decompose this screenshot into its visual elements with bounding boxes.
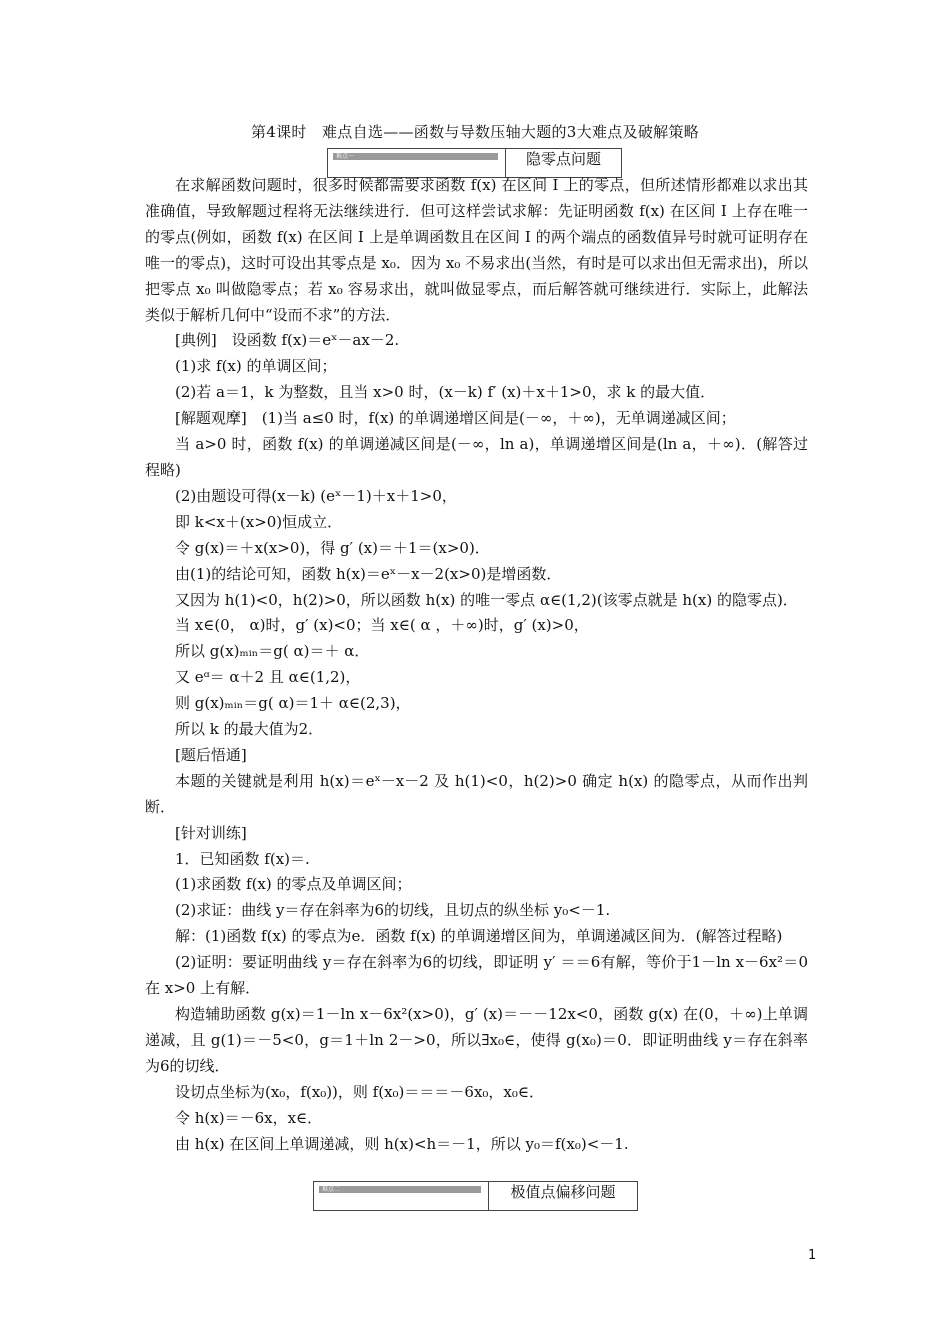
paragraph: 即 k<x＋(x>0)恒成立． [175, 512, 343, 531]
paragraph: 由 h(x) 在区间上单调递减，则 h(x)<h＝－1，所以 y₀＝f(x₀)<－1. [175, 1134, 629, 1153]
section-tag-2 [314, 1182, 489, 1210]
paragraph: [解题观摩] (1)当 a≤0 时，f(x) 的单调递增区间是(－∞，＋∞)，无单调递减区间； [175, 409, 736, 428]
tag-label: 难点二 [322, 1186, 341, 1193]
section-header-2 [313, 1181, 638, 1211]
paragraph: (1)求 f(x) 的单调区间； [175, 357, 337, 376]
paragraph: 所以 g(x)ₘᵢₙ＝g( α)＝＋ α． [175, 642, 370, 661]
paragraph: 本题的关键就是利用 h(x)＝eˣ－x－2 及 h(1)<0，h(2)>0 确定 h(x) 的隐零点，从而作出判断． [145, 771, 808, 816]
paragraph: (2)若 a＝1，k 为整数，且当 x>0 时，(x－k) f′ (x)＋x＋1>0，求 k 的最大值． [175, 383, 716, 402]
tag-bar [333, 153, 498, 160]
paragraph: 构造辅助函数 g(x)＝1－ln x－6x²(x>0)，g′ (x)＝－－12x<0，函数 g(x) 在(0，＋∞)上单调递减，且 g(1)＝－5<0，g＝1＋ln 2－>0，所以∃x₀∈，使得 g(x₀)＝0．即证明曲线 y＝存在斜率为6的切线． [145, 1005, 808, 1075]
paragraph: 又 eᵅ＝ α＋2 且 α∈(1,2)， [175, 668, 361, 687]
paragraph: [题后悟通] [175, 745, 247, 764]
paragraph: 令 g(x)＝＋x(x>0)，得 g′ (x)＝＋1＝(x>0)． [175, 538, 490, 557]
tag-bar [319, 1186, 481, 1193]
paragraph: [典例] 设函数 f(x)＝eˣ－ax－2. [175, 331, 400, 350]
page-title: 第4课时 难点自选——函数与导数压轴大题的3大难点及破解策略 [250, 123, 700, 141]
paragraph: 当 x∈(0， α)时，g′ (x)<0；当 x∈( α ，＋∞)时，g′ (x)>0， [175, 616, 589, 635]
page-number: 1 [808, 1248, 817, 1263]
section-name-2: 极值点偏移问题 [510, 1183, 616, 1201]
paragraph: 所以 k 的最大值为2． [175, 720, 324, 739]
paragraph: (2)求证：曲线 y＝存在斜率为6的切线，且切点的纵坐标 y₀<－1. [175, 901, 611, 920]
paragraph: 令 h(x)＝－6x，x∈． [175, 1108, 323, 1127]
paragraph: 由(1)的结论可知，函数 h(x)＝eˣ－x－2(x>0)是增函数． [175, 564, 562, 583]
paragraph: 解：(1)函数 f(x) 的零点为e．函数 f(x) 的单调递增区间为，单调递减区间为．(解答过程略) [175, 927, 783, 946]
paragraph: (1)求函数 f(x) 的零点及单调区间； [175, 875, 412, 894]
tag-label: 难点一 [336, 153, 355, 160]
paragraph: 则 g(x)ₘᵢₙ＝g( α)＝1＋ α∈(2,3)， [175, 694, 411, 713]
paragraph: (2)证明：要证明曲线 y＝存在斜率为6的切线，即证明 y′ ＝＝6有解，等价于1－ln x－6x²＝0 在 x>0 上有解． [145, 953, 808, 998]
paragraph: 1．已知函数 f(x)＝. [175, 849, 310, 868]
section-name-1: 隐零点问题 [525, 150, 601, 168]
document-body [145, 173, 808, 1157]
paragraph: [针对训练] [175, 823, 247, 842]
paragraph: 又因为 h(1)<0，h(2)>0，所以函数 h(x) 的唯一零点 α∈(1,2)(该零点就是 h(x) 的隐零点)． [175, 590, 798, 609]
paragraph: 设切点坐标为(x₀，f(x₀))，则 f(x₀)＝＝＝－6x₀，x₀∈． [175, 1082, 544, 1101]
paragraph: 当 a>0 时，函数 f(x) 的单调递减区间是(－∞，ln a)，单调递增区间是(ln a，＋∞)．(解答过程略) [145, 435, 808, 479]
paragraph: 在求解函数问题时，很多时候都需要求函数 f(x) 在区间 I 上的零点，但所述情形都难以求出其准确值，导致解题过程将无法继续进行．但可这样尝试求解：先证明函数 f(x) 在区间 I 上存在唯一的零点(例如，函数 f(x) 在区间 I 上是单调函数且在区间 I 的两个端点的函数值异号时就可证明存在唯一的零点)，这时可设出其零点是 x₀．因为 x₀ 不易求出(当然，有时是可以求出但无需求出)，所以把零点 x₀ 叫做隐零点；若 x₀ 容易求出，就叫做显零点，而后解答就可继续进行．实际上，此解法类似于解析几何中“设而不求”的方法． [145, 176, 808, 324]
paragraph: (2)由题设可得(x－k) (eˣ－1)＋x＋1>0， [175, 486, 457, 505]
